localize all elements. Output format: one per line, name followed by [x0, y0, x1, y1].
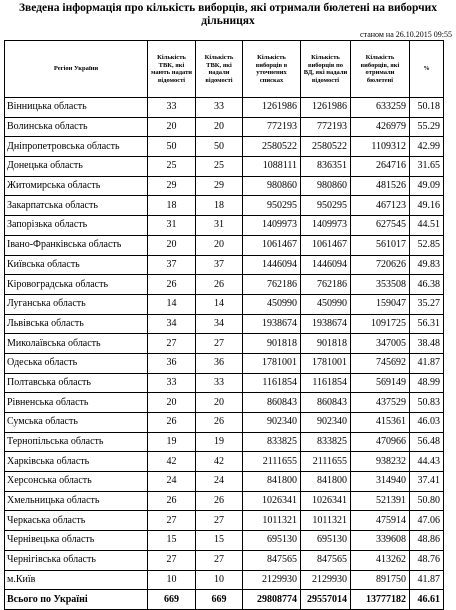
cell-tvk-expected: 20: [148, 117, 196, 137]
cell-tvk-expected: 34: [148, 314, 196, 334]
cell-tvk-expected: 27: [148, 511, 196, 531]
cell-tvk-reported: 37: [196, 255, 243, 275]
header-voters-reported: Кількість виборців по ВД, які надали відомості: [301, 41, 351, 98]
cell-tvk-reported: 29: [196, 176, 243, 196]
cell-voters-reported: 1161854: [301, 373, 351, 393]
cell-tvk-reported: 20: [196, 117, 243, 137]
cell-tvk-reported: 18: [196, 196, 243, 216]
cell-ballots-received: 264716: [351, 157, 410, 177]
cell-voters-listed: 1088111: [243, 157, 301, 177]
table-row: [5, 196, 444, 216]
cell-ballots-received: 437529: [351, 393, 410, 413]
cell-region: Дніпропетровська область: [5, 137, 148, 157]
cell-tvk-expected: 27: [148, 550, 196, 570]
cell-voters-listed: 1061467: [243, 235, 301, 255]
cell-region: Всього по Україні: [5, 590, 148, 610]
table-row: [5, 235, 444, 255]
cell-tvk-reported: 19: [196, 432, 243, 452]
cell-ballots-received: 353508: [351, 275, 410, 295]
cell-region: Житомирська область: [5, 176, 148, 196]
cell-voters-reported: 1261986: [301, 98, 351, 118]
cell-region: Чернігівська область: [5, 550, 148, 570]
cell-voters-reported: 450990: [301, 294, 351, 314]
cell-tvk-expected: 27: [148, 334, 196, 354]
cell-region: Івано-Франківська область: [5, 235, 148, 255]
table-row: [5, 216, 444, 236]
cell-region: Сумська область: [5, 413, 148, 433]
cell-ballots-received: 561017: [351, 235, 410, 255]
cell-tvk-reported: 26: [196, 491, 243, 511]
cell-ballots-received: 938232: [351, 452, 410, 472]
cell-tvk-expected: 14: [148, 294, 196, 314]
cell-ballots-received: 347005: [351, 334, 410, 354]
cell-voters-listed: 1026341: [243, 491, 301, 511]
cell-ballots-received: 521391: [351, 491, 410, 511]
cell-voters-reported: 1011321: [301, 511, 351, 531]
cell-tvk-expected: 15: [148, 531, 196, 551]
cell-tvk-expected: 10: [148, 570, 196, 590]
cell-ballots-received: 1091725: [351, 314, 410, 334]
cell-voters-reported: 2111655: [301, 452, 351, 472]
cell-ballots-received: 467123: [351, 196, 410, 216]
cell-region: Кіровоградська область: [5, 275, 148, 295]
cell-tvk-reported: 14: [196, 294, 243, 314]
cell-percent: 44.51: [410, 216, 444, 236]
cell-voters-listed: 762186: [243, 275, 301, 295]
cell-tvk-reported: 34: [196, 314, 243, 334]
table-row: [5, 570, 444, 590]
cell-percent: 56.48: [410, 432, 444, 452]
cell-voters-listed: 1161854: [243, 373, 301, 393]
cell-tvk-reported: 27: [196, 511, 243, 531]
cell-tvk-expected: 18: [148, 196, 196, 216]
cell-ballots-received: 627545: [351, 216, 410, 236]
cell-percent: 50.18: [410, 98, 444, 118]
cell-tvk-reported: 15: [196, 531, 243, 551]
cell-tvk-reported: 27: [196, 550, 243, 570]
cell-tvk-reported: 50: [196, 137, 243, 157]
header-tvk-expected: Кількість ТВК, які мають надати відомості: [148, 41, 196, 98]
cell-region: Полтавська область: [5, 373, 148, 393]
table-row: [5, 353, 444, 373]
cell-voters-listed: 450990: [243, 294, 301, 314]
cell-tvk-expected: 37: [148, 255, 196, 275]
cell-region: Тернопільська область: [5, 432, 148, 452]
table-row: [5, 117, 444, 137]
cell-voters-reported: 1938674: [301, 314, 351, 334]
cell-voters-reported: 695130: [301, 531, 351, 551]
cell-tvk-expected: 20: [148, 235, 196, 255]
cell-voters-listed: 1011321: [243, 511, 301, 531]
cell-percent: 46.03: [410, 413, 444, 433]
table-row: [5, 334, 444, 354]
cell-region: Черкаська область: [5, 511, 148, 531]
cell-tvk-expected: 25: [148, 157, 196, 177]
cell-region: Львівська область: [5, 314, 148, 334]
document-title: Зведена інформація про кількість виборців, які отримали бюлетені на виборчих дільницях: [18, 2, 438, 27]
cell-voters-reported: 1446094: [301, 255, 351, 275]
cell-tvk-expected: 669: [148, 590, 196, 610]
cell-percent: 42.99: [410, 137, 444, 157]
table-row: [5, 432, 444, 452]
cell-percent: 46.38: [410, 275, 444, 295]
cell-percent: 31.65: [410, 157, 444, 177]
cell-tvk-reported: 20: [196, 393, 243, 413]
cell-tvk-reported: 36: [196, 353, 243, 373]
table-row: [5, 531, 444, 551]
cell-voters-listed: 2129930: [243, 570, 301, 590]
cell-region: Херсонська область: [5, 472, 148, 492]
cell-voters-listed: 980860: [243, 176, 301, 196]
cell-percent: 55.29: [410, 117, 444, 137]
table-total-row: [5, 590, 444, 610]
cell-tvk-reported: 26: [196, 275, 243, 295]
table-row: [5, 275, 444, 295]
cell-voters-reported: 1409973: [301, 216, 351, 236]
cell-region: Луганська область: [5, 294, 148, 314]
cell-ballots-received: 159047: [351, 294, 410, 314]
cell-percent: 56.31: [410, 314, 444, 334]
cell-voters-listed: 1938674: [243, 314, 301, 334]
cell-percent: 50.80: [410, 491, 444, 511]
cell-region: Хмельницька область: [5, 491, 148, 511]
header-tvk-reported: Кількість ТВК, які надали відомості: [196, 41, 243, 98]
cell-voters-listed: 2111655: [243, 452, 301, 472]
cell-percent: 52.85: [410, 235, 444, 255]
cell-region: Чернівецька область: [5, 531, 148, 551]
table-row: [5, 314, 444, 334]
cell-tvk-expected: 29: [148, 176, 196, 196]
cell-ballots-received: 475914: [351, 511, 410, 531]
cell-region: Харківська область: [5, 452, 148, 472]
cell-voters-reported: 1781001: [301, 353, 351, 373]
cell-region: м.Київ: [5, 570, 148, 590]
cell-voters-reported: 833825: [301, 432, 351, 452]
cell-voters-listed: 695130: [243, 531, 301, 551]
cell-region: Рівненська область: [5, 393, 148, 413]
cell-percent: 49.09: [410, 176, 444, 196]
table-row: [5, 511, 444, 531]
cell-ballots-received: 426979: [351, 117, 410, 137]
cell-voters-reported: 950295: [301, 196, 351, 216]
cell-ballots-received: 720626: [351, 255, 410, 275]
cell-ballots-received: 569149: [351, 373, 410, 393]
header-region: Регіон України: [5, 41, 148, 98]
cell-percent: 38.48: [410, 334, 444, 354]
cell-tvk-reported: 25: [196, 157, 243, 177]
cell-tvk-expected: 36: [148, 353, 196, 373]
table-row: [5, 373, 444, 393]
cell-voters-reported: 841800: [301, 472, 351, 492]
table-row: [5, 137, 444, 157]
cell-tvk-reported: 31: [196, 216, 243, 236]
cell-tvk-expected: 26: [148, 491, 196, 511]
cell-percent: 48.86: [410, 531, 444, 551]
table-row: [5, 472, 444, 492]
table-row: [5, 294, 444, 314]
cell-percent: 46.61: [410, 590, 444, 610]
cell-tvk-reported: 26: [196, 413, 243, 433]
cell-tvk-reported: 42: [196, 452, 243, 472]
table-row: [5, 452, 444, 472]
cell-ballots-received: 339608: [351, 531, 410, 551]
cell-percent: 37.41: [410, 472, 444, 492]
table-row: [5, 491, 444, 511]
cell-percent: 49.83: [410, 255, 444, 275]
cell-region: Волинська область: [5, 117, 148, 137]
cell-voters-listed: 1409973: [243, 216, 301, 236]
cell-voters-reported: 762186: [301, 275, 351, 295]
cell-voters-listed: 2580522: [243, 137, 301, 157]
cell-ballots-received: 415361: [351, 413, 410, 433]
cell-tvk-expected: 24: [148, 472, 196, 492]
cell-voters-listed: 847565: [243, 550, 301, 570]
cell-tvk-reported: 33: [196, 98, 243, 118]
cell-region: Вінницька область: [5, 98, 148, 118]
cell-tvk-reported: 27: [196, 334, 243, 354]
cell-voters-reported: 860843: [301, 393, 351, 413]
cell-tvk-reported: 669: [196, 590, 243, 610]
cell-region: Закарпатська область: [5, 196, 148, 216]
cell-percent: 48.99: [410, 373, 444, 393]
cell-region: Донецька область: [5, 157, 148, 177]
cell-voters-listed: 841800: [243, 472, 301, 492]
cell-voters-listed: 1781001: [243, 353, 301, 373]
cell-voters-listed: 860843: [243, 393, 301, 413]
cell-ballots-received: 481526: [351, 176, 410, 196]
cell-voters-listed: 1261986: [243, 98, 301, 118]
cell-tvk-expected: 26: [148, 275, 196, 295]
cell-ballots-received: 745692: [351, 353, 410, 373]
cell-tvk-reported: 10: [196, 570, 243, 590]
cell-voters-listed: 902340: [243, 413, 301, 433]
cell-tvk-expected: 50: [148, 137, 196, 157]
header-voters-listed: Кількість виборців в уточнених списках: [243, 41, 301, 98]
cell-voters-reported: 2580522: [301, 137, 351, 157]
cell-region: Запорізька область: [5, 216, 148, 236]
cell-voters-reported: 836351: [301, 157, 351, 177]
cell-voters-reported: 29557014: [301, 590, 351, 610]
cell-region: Київська область: [5, 255, 148, 275]
table-header-row: [5, 41, 444, 98]
cell-region: Миколаївська область: [5, 334, 148, 354]
cell-percent: 41.87: [410, 353, 444, 373]
cell-voters-reported: 902340: [301, 413, 351, 433]
cell-voters-reported: 2129930: [301, 570, 351, 590]
table-row: [5, 157, 444, 177]
cell-voters-reported: 1026341: [301, 491, 351, 511]
cell-ballots-received: 891750: [351, 570, 410, 590]
cell-ballots-received: 633259: [351, 98, 410, 118]
cell-tvk-expected: 26: [148, 413, 196, 433]
cell-tvk-reported: 33: [196, 373, 243, 393]
cell-percent: 35.27: [410, 294, 444, 314]
cell-tvk-expected: 33: [148, 373, 196, 393]
cell-percent: 48.76: [410, 550, 444, 570]
cell-tvk-reported: 20: [196, 235, 243, 255]
cell-voters-listed: 833825: [243, 432, 301, 452]
header-ballots-received: Кількість виборців, які отримали бюлетені: [351, 41, 410, 98]
cell-voters-reported: 772193: [301, 117, 351, 137]
cell-voters-reported: 980860: [301, 176, 351, 196]
table-row: [5, 98, 444, 118]
cell-tvk-expected: 42: [148, 452, 196, 472]
cell-ballots-received: 470966: [351, 432, 410, 452]
table-row: [5, 550, 444, 570]
cell-ballots-received: 314940: [351, 472, 410, 492]
cell-voters-listed: 772193: [243, 117, 301, 137]
cell-region: Одеська область: [5, 353, 148, 373]
table-row: [5, 393, 444, 413]
cell-voters-listed: 29808774: [243, 590, 301, 610]
cell-percent: 41.87: [410, 570, 444, 590]
cell-tvk-expected: 19: [148, 432, 196, 452]
table-row: [5, 176, 444, 196]
cell-tvk-expected: 31: [148, 216, 196, 236]
table-row: [5, 413, 444, 433]
cell-tvk-expected: 20: [148, 393, 196, 413]
cell-percent: 49.16: [410, 196, 444, 216]
results-table: [4, 40, 444, 610]
cell-ballots-received: 413262: [351, 550, 410, 570]
cell-percent: 50.83: [410, 393, 444, 413]
cell-voters-reported: 1061467: [301, 235, 351, 255]
cell-percent: 44.43: [410, 452, 444, 472]
cell-tvk-expected: 33: [148, 98, 196, 118]
cell-voters-reported: 901818: [301, 334, 351, 354]
cell-voters-listed: 901818: [243, 334, 301, 354]
cell-ballots-received: 13777182: [351, 590, 410, 610]
cell-percent: 47.06: [410, 511, 444, 531]
timestamp: станом на 26.10.2015 09:55: [360, 30, 452, 39]
cell-voters-reported: 847565: [301, 550, 351, 570]
cell-tvk-reported: 24: [196, 472, 243, 492]
header-percent: %: [410, 41, 444, 98]
cell-voters-listed: 950295: [243, 196, 301, 216]
table-row: [5, 255, 444, 275]
cell-voters-listed: 1446094: [243, 255, 301, 275]
cell-ballots-received: 1109312: [351, 137, 410, 157]
